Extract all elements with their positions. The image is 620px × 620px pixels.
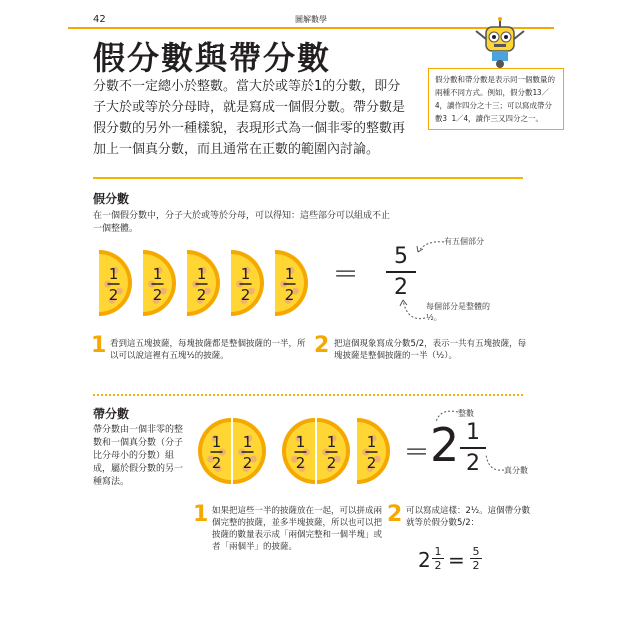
arrow-icon [412,236,446,256]
label-proper: 真分數 [504,466,528,475]
pizza-numerator: 1 [240,265,251,283]
mixed-heading: 帶分數 [93,407,130,421]
pizza-denominator: 2 [211,454,222,472]
pizza-numerator: 1 [295,433,306,451]
section-rule [93,394,523,396]
label-parts: 有五個部分 [444,237,484,246]
arrow-icon [397,296,427,326]
equation-fraction [432,545,444,572]
pizza-denominator: 2 [295,454,306,472]
pizza-denominator: 2 [326,454,337,472]
fraction-bar [386,271,416,273]
pizza-denominator: 2 [240,286,251,304]
fraction-denominator: 2 [472,559,480,572]
half-pizza [99,250,132,316]
section-rule [93,177,523,179]
step-number: 2 [314,333,330,358]
page-number: 42 [93,14,106,25]
half-pizza [282,418,315,484]
equation-fraction [470,545,482,572]
fraction-denominator: 2 [394,275,408,300]
half-pizza [233,418,266,484]
pizza-denominator: 2 [366,454,377,472]
intro-text: 分數不一定總小於整數。當大於或等於1的分數，即分子大於或等於分母時，就是寫成一個假分數。帶分數是假分數的另外一種樣貌，表現形式為一個非零的整數再加上一個真分數，而且通常在正數的範圍內討論。 [93,79,406,157]
pizza-numerator: 1 [152,265,163,283]
fraction-numerator: 5 [472,545,480,558]
half-pizza [187,250,220,316]
pizza-denominator: 2 [152,286,163,304]
pizza-numerator: 1 [284,265,295,283]
half-pizza [231,250,264,316]
mixed-pizzas [193,413,393,493]
label-each: 每個部分是整體的½。 [426,302,490,322]
improper-step1: 看到這五塊披薩，每塊披薩都是整個披薩的一半，所以可以說這裡有五塊½的披薩。 [110,339,306,361]
robot-mascot-icon [472,17,528,69]
pizza-denominator: 2 [108,286,119,304]
pizza-denominator: 2 [284,286,295,304]
half-pizza [275,250,308,316]
half-pizza [198,418,231,484]
mixed-step2: 可以寫成這樣：2½。這個帶分數就等於假分數5/2： [406,506,531,528]
label-whole: 整數 [458,409,474,418]
equation-equals: = [448,548,465,572]
fraction-numerator: 1 [434,545,442,558]
step-number: 2 [387,502,403,527]
mixed-equals: = [404,434,430,469]
pizza-numerator: 1 [211,433,222,451]
mixed-desc: 帶分數由一個非零的整數和一個真分數（分子比分母小的分數）組成，屬於假分數的另一種寫法。 [93,425,184,487]
pizza-numerator: 1 [326,433,337,451]
pizza-numerator: 1 [196,265,207,283]
arrow-icon [430,406,460,424]
arrow-icon [482,450,506,474]
half-pizza [317,418,350,484]
improper-pizzas [93,245,323,325]
fraction-bar [460,447,486,449]
improper-desc: 在一個假分數中，分子大於或等於分母，可以得知：這些部分可以組成不止一個整體。 [93,211,391,234]
improper-step2: 把這個現象寫成分數5/2，表示一共有五塊披薩，每塊披薩是整個披薩的一半（½）。 [334,339,527,361]
half-pizza [143,250,176,316]
pizza-denominator: 2 [196,286,207,304]
mixed-whole: 2 [430,418,460,472]
whole-pizzas [193,413,393,489]
book-title: 圖解數學 [295,15,327,24]
pizza-numerator: 1 [108,265,119,283]
mixed-step1: 如果把這些一半的披薩放在一起，可以拼成兩個完整的披薩，並多半塊披薩，所以也可以把披薩的數量表示成「兩個完整和一個半塊」或者「兩個半」的披薩。 [212,506,383,552]
page-title: 假分數與帶分數 [93,39,332,77]
half-pizza [357,418,390,484]
pizza-denominator: 2 [242,454,253,472]
improper-heading: 假分數 [93,192,130,206]
fraction-numerator: 5 [394,244,408,269]
half-pizzas [93,245,323,321]
pizza-numerator: 1 [366,433,377,451]
sidebar-note: 假分數和帶分數是表示同一個數量的兩種不同方式。例如，假分數13／4，讀作四分之十三；可以寫成帶分數3 1／4，讀作三又四分之一。 [428,68,564,130]
fraction-denominator: 2 [434,559,442,572]
fraction-denominator: 2 [466,451,480,476]
fraction-numerator: 1 [466,420,480,445]
pizza-numerator: 1 [242,433,253,451]
equation-whole: 2 [418,548,431,572]
step-number: 1 [193,502,209,527]
improper-equals: = [333,256,359,291]
step-number: 1 [91,333,107,358]
